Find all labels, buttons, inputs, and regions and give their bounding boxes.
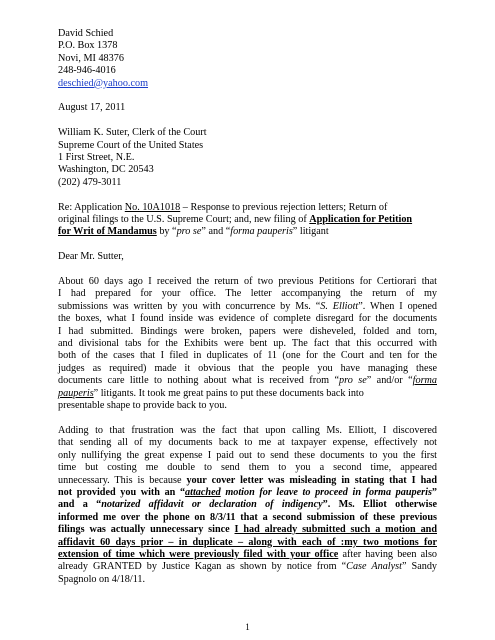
paragraph-line: I had submitted. Bindings were broken, papers were disheveled, folded and torn,: [58, 325, 437, 337]
paragraph-line: already GRANTED by Justice Kagan as shown by notice from “Case Analyst” Sandy: [58, 561, 438, 573]
paragraph-line: Adding to that frustration was the fact that upon calling Ms. Elliott, I discovered: [58, 424, 437, 436]
recipient-phone: (202) 479-3011: [58, 176, 122, 188]
sender-address: [58, 28, 437, 90]
paragraph-line: not provided you with an “attached motion for leave to proceed in forma pauperis”: [58, 486, 437, 498]
paragraph-line: unnecessary. This is because your cover letter was misleading in stating that I had: [58, 474, 437, 486]
recipient-city: Washington, DC 20543: [58, 164, 154, 176]
paragraph-line: that sending all of my documents back to me at taxpayer expense, effectively not: [58, 437, 437, 449]
recipient-street: 1 First Street, N.E.: [58, 152, 135, 164]
petition-title-2: for Writ of Mandamus: [58, 226, 157, 238]
subject-line-1: Re: Application No. 10A1018 – Response to previous rejection letters; Return of: [58, 201, 388, 213]
date-text: August 17, 2011: [58, 102, 126, 114]
page-number: 1: [245, 622, 250, 632]
paragraph-line: submissions was written by you with concurrence by Ms. “S. Elliott”. When I opened: [58, 300, 437, 312]
paragraph-line: only nullifying the great expense I paid out to send these documents to you the first: [58, 449, 437, 461]
paragraph-line: the boxes, what I found inside was evidence of complete disregard for the documents: [58, 313, 437, 325]
paragraph-line: both of the cases that I filed in duplicates of 11 (one for the Court and ten for the: [58, 350, 437, 362]
sender-po-box: P.O. Box 1378: [58, 40, 118, 52]
paragraph-line: pauperis” litigants. It took me great pains to put these documents back into: [58, 387, 364, 399]
recipient-name: William K. Suter, Clerk of the Court: [58, 127, 207, 139]
paragraph-line: documents care little to nothing about what is received from “pro se” and/or “forma: [58, 375, 437, 387]
paragraph-1: [58, 276, 437, 412]
paragraph-2: [58, 425, 437, 586]
subject-line: [58, 202, 437, 239]
recipient-address: [58, 127, 437, 189]
paragraph-line: time but costing me double to send them to you a second time, appeared: [58, 462, 437, 474]
paragraph-line: Spagnolo on 4/18/11.: [58, 573, 146, 585]
paragraph-line: judges as required) made it obvious that the people you have managing these: [58, 362, 437, 374]
sender-email-link[interactable]: deschied@yahoo.com: [58, 77, 149, 89]
paragraph-line: and a “notarized affidavit or declaration of indigency”. Ms. Elliot otherwise: [58, 499, 437, 511]
salutation: [58, 251, 437, 263]
paragraph-line: extension of time which were previously filed with your office after having been also: [58, 548, 437, 560]
subject-line-3: for Writ of Mandamus by “pro se” and “forma pauperis” litigant: [58, 226, 329, 238]
subject-line-2: original filings to the U.S. Supreme Court; and, new filing of Application for Petition: [58, 214, 413, 226]
sender-phone: 248-946-4016: [58, 65, 116, 77]
paragraph-line: and divisional tabs for the Exhibits were bent up. The fact that this occurred with: [58, 338, 437, 350]
paragraph-line: affidavit 60 days prior – in duplicate – along with each of :my two motions for: [58, 536, 437, 548]
application-number: No. 10A1018: [124, 201, 181, 213]
paragraph-line: I had prepared for your office. The letter accompanying the return of my: [58, 288, 437, 300]
petition-title-1: Application for Petition: [309, 214, 413, 226]
paragraph-line: informed me over the phone on 8/3/11 that a second submission of these previous: [58, 511, 437, 523]
paragraph-line: About 60 days ago I received the return of two previous Petitions for Certiorari that: [58, 276, 437, 288]
letter-date: [58, 102, 437, 114]
paragraph-line: presentable shape to provide back to you.: [58, 400, 227, 412]
salutation-text: Dear Mr. Sutter,: [58, 251, 124, 263]
sender-city: Novi, MI 48376: [58, 52, 124, 64]
recipient-org: Supreme Court of the United States: [58, 139, 204, 151]
paragraph-line: filings was actually unnecessary since I had already submitted such a motion and: [58, 524, 437, 536]
sender-name: David Schied: [58, 28, 114, 39]
